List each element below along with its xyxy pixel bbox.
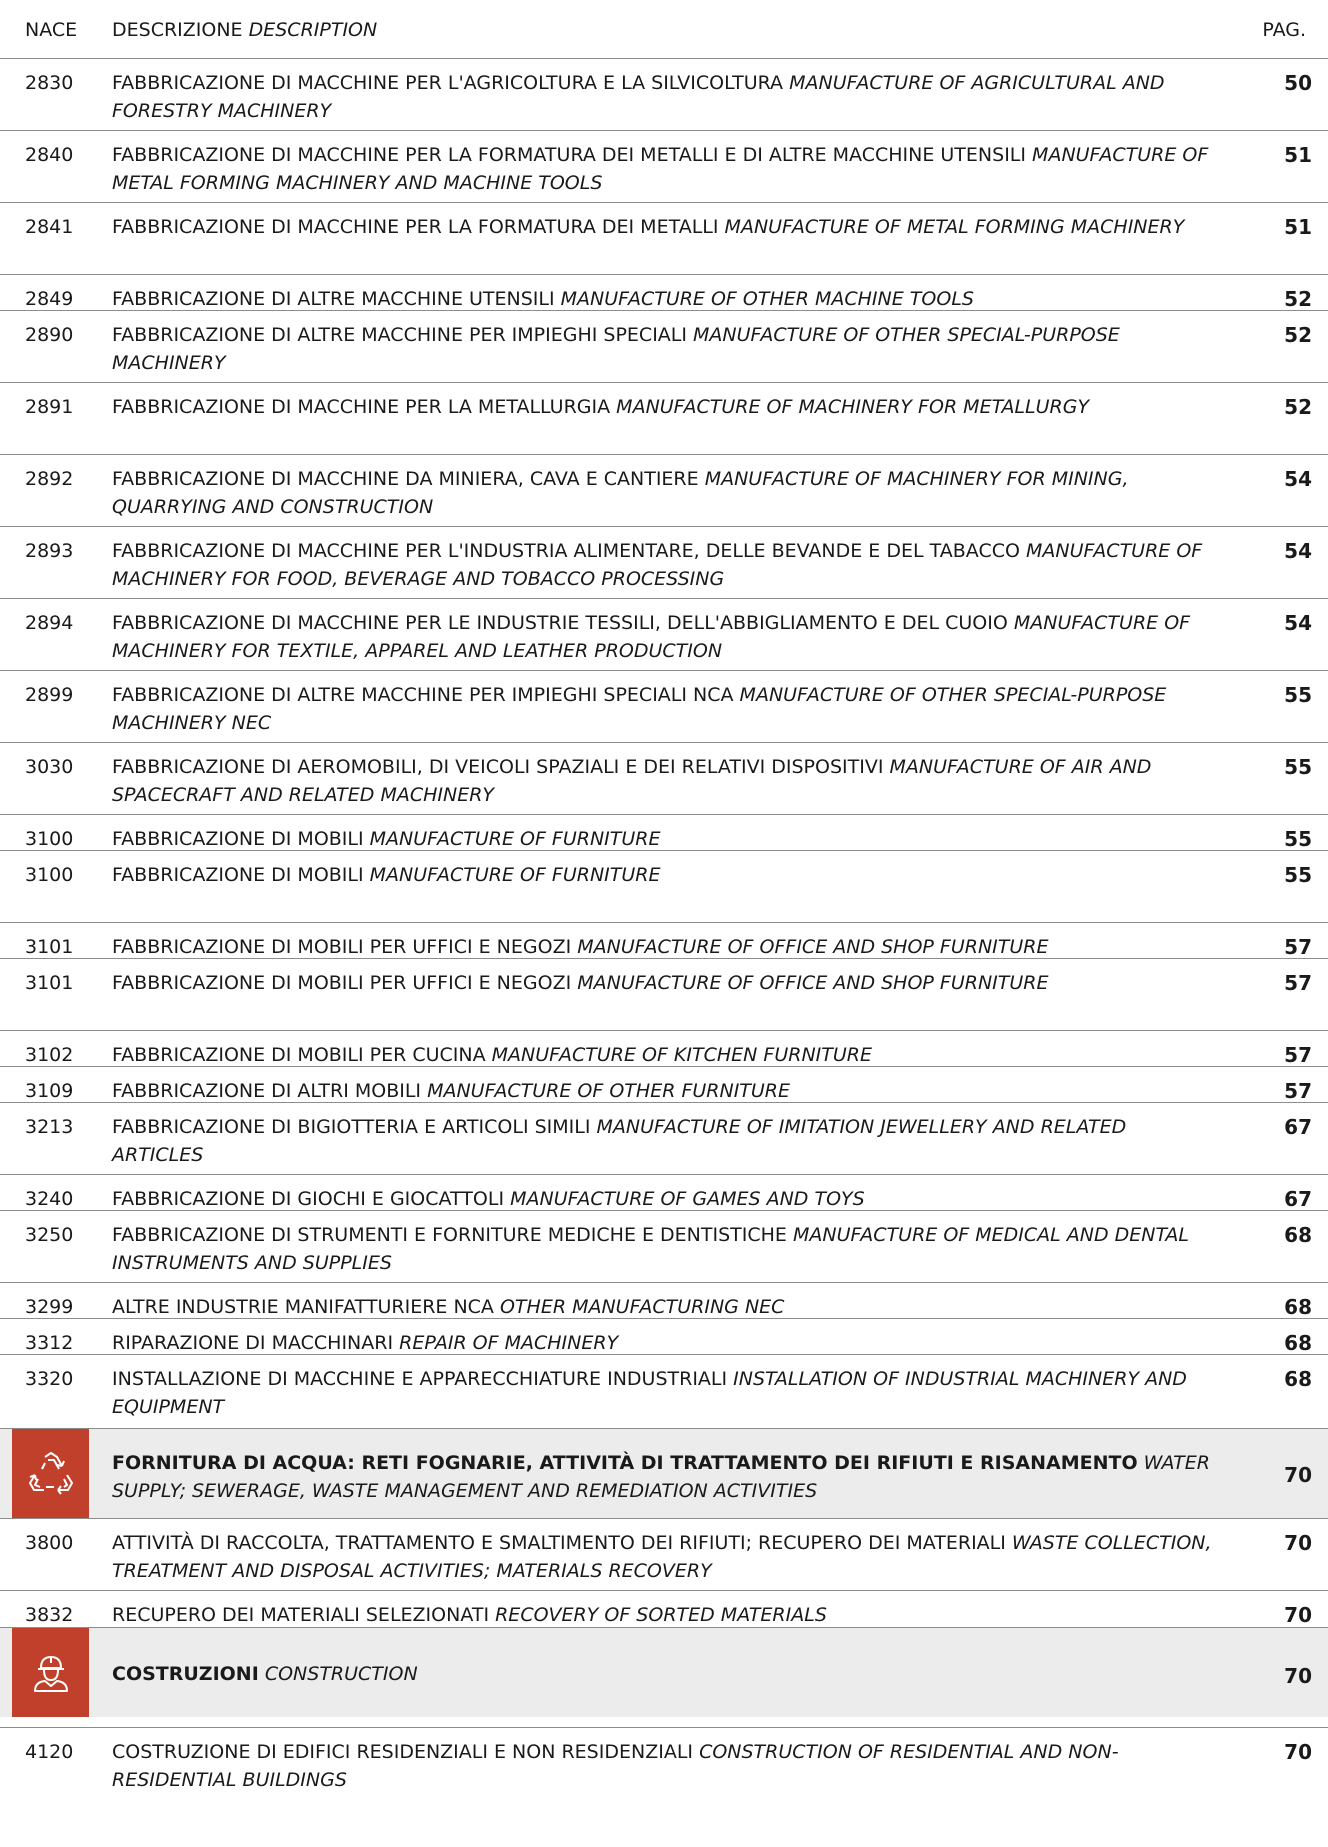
nace-code: 2840 [25, 144, 74, 166]
nace-code: 2892 [25, 468, 74, 490]
description-en: MANUFACTURE OF METAL FORMING MACHINERY AND MACHINE TOOLS [112, 144, 1209, 194]
row-description [112, 681, 1222, 737]
description-it: FABBRICAZIONE DI ALTRE MACCHINE PER IMPIEGHI SPECIALI [112, 324, 687, 346]
description-en: MANUFACTURE OF MACHINERY FOR FOOD, BEVERAGE AND TOBACCO PROCESSING [112, 540, 1203, 590]
description-it: FABBRICAZIONE DI STRUMENTI E FORNITURE MEDICHE E DENTISTICHE [112, 1224, 787, 1246]
row-description [112, 933, 1222, 961]
row-description [112, 969, 1222, 997]
table-header [0, 0, 1328, 58]
table-row [0, 202, 1328, 259]
nace-code: 4120 [25, 1741, 74, 1763]
table-row [0, 670, 1328, 737]
description-it: FABBRICAZIONE DI AEROMOBILI, DI VEICOLI SPAZIALI E DEI RELATIVI DISPOSITIVI [112, 756, 884, 778]
description-en: REPAIR OF MACHINERY [399, 1332, 619, 1354]
description-it: ALTRE INDUSTRIE MANIFATTURIERE NCA [112, 1296, 494, 1318]
table-row [0, 274, 1328, 311]
nace-code: 2891 [25, 396, 74, 418]
row-description [112, 285, 1222, 313]
description-it: FABBRICAZIONE DI ALTRE MACCHINE PER IMPIEGHI SPECIALI NCA [112, 684, 734, 706]
nace-code: 2830 [25, 72, 74, 94]
row-description [112, 753, 1222, 809]
description-en: MANUFACTURE OF FURNITURE [369, 864, 661, 886]
table-row [0, 742, 1328, 809]
page-number: 68 [1284, 1331, 1312, 1355]
description-en: MANUFACTURE OF MEDICAL AND DENTAL INSTRUMENTS AND SUPPLIES [112, 1224, 1189, 1274]
page-column-label: PAG. [1262, 19, 1306, 41]
nace-code: 3100 [25, 828, 74, 850]
row-description [112, 465, 1222, 521]
description-it: FABBRICAZIONE DI MACCHINE PER LA FORMATURA DEI METALLI E DI ALTRE MACCHINE UTENSILI [112, 144, 1026, 166]
description-en: MANUFACTURE OF MACHINERY FOR TEXTILE, APPAREL AND LEATHER PRODUCTION [112, 612, 1191, 662]
description-en: MANUFACTURE OF METAL FORMING MACHINERY [724, 216, 1185, 238]
recycle-icon [12, 1429, 89, 1519]
page-number: 70 [1284, 1603, 1312, 1627]
row-description [112, 1293, 1222, 1321]
nace-code: 3109 [25, 1080, 74, 1102]
section-header-construction [0, 1627, 1328, 1717]
page-number: 68 [1284, 1367, 1312, 1391]
page-number: 57 [1284, 1079, 1312, 1103]
row-description [112, 1041, 1222, 1069]
description-it: FABBRICAZIONE DI MOBILI PER CUCINA [112, 1044, 486, 1066]
table-row [0, 598, 1328, 665]
nace-code: 3100 [25, 864, 74, 886]
table-row [0, 130, 1328, 194]
description-column-label [112, 18, 377, 42]
page-number: 55 [1284, 755, 1312, 779]
table-row [0, 1590, 1328, 1627]
hardhat-worker-icon [12, 1628, 89, 1717]
description-en: MANUFACTURE OF OTHER FURNITURE [427, 1080, 791, 1102]
row-description [112, 1077, 1222, 1105]
row-description [112, 1738, 1222, 1794]
row-description [112, 1329, 1222, 1357]
section-page-number: 70 [1284, 1463, 1312, 1487]
nace-column-label: NACE [25, 19, 78, 41]
table-row [0, 1210, 1328, 1277]
page-number: 57 [1284, 935, 1312, 959]
section-title-it: COSTRUZIONI [112, 1663, 259, 1685]
row-description [112, 1221, 1222, 1277]
description-it: FABBRICAZIONE DI ALTRE MACCHINE UTENSILI [112, 288, 555, 310]
description-en: MANUFACTURE OF OFFICE AND SHOP FURNITURE [577, 972, 1049, 994]
page-number: 52 [1284, 323, 1312, 347]
table-row [0, 1318, 1328, 1355]
page-number: 54 [1284, 539, 1312, 563]
description-en: MANUFACTURE OF MACHINERY FOR METALLURGY [616, 396, 1090, 418]
description-en: MANUFACTURE OF MACHINERY FOR MINING, QUARRYING AND CONSTRUCTION [112, 468, 1129, 518]
row-description [112, 1185, 1222, 1213]
table-row [0, 310, 1328, 377]
table-row [0, 958, 1328, 1025]
table-row [0, 1727, 1328, 1794]
nace-code: 3832 [25, 1604, 74, 1626]
description-en: INSTALLATION OF INDUSTRIAL MACHINERY AND EQUIPMENT [112, 1368, 1187, 1418]
table-row [0, 382, 1328, 449]
section-title [112, 1449, 1222, 1505]
nace-code: 2849 [25, 288, 74, 310]
nace-code: 3102 [25, 1044, 74, 1066]
nace-code: 3800 [25, 1532, 74, 1554]
row-description [112, 393, 1222, 421]
row-description [112, 213, 1222, 241]
description-en: MANUFACTURE OF AIR AND SPACECRAFT AND RELATED MACHINERY [112, 756, 1152, 806]
description-en: OTHER MANUFACTURING NEC [499, 1296, 785, 1318]
nace-code: 3299 [25, 1296, 74, 1318]
section-title-it: FORNITURA DI ACQUA: RETI FOGNARIE, ATTIVITÀ DI TRATTAMENTO DEI RIFIUTI E RISANAMENTO [112, 1452, 1138, 1474]
page-number: 50 [1284, 71, 1312, 95]
page-number: 55 [1284, 827, 1312, 851]
table-row [0, 1030, 1328, 1067]
description-en: MANUFACTURE OF FURNITURE [369, 828, 661, 850]
nace-code: 3320 [25, 1368, 74, 1390]
page-number: 70 [1284, 1531, 1312, 1555]
description-en: MANUFACTURE OF KITCHEN FURNITURE [491, 1044, 872, 1066]
description-en: MANUFACTURE OF OTHER SPECIAL-PURPOSE MACHINERY [112, 324, 1120, 374]
page-number: 57 [1284, 1043, 1312, 1067]
page-number: 54 [1284, 467, 1312, 491]
page-number: 67 [1284, 1115, 1312, 1139]
row-description [112, 609, 1222, 665]
description-it: FABBRICAZIONE DI MOBILI PER UFFICI E NEGOZI [112, 936, 572, 958]
table-row [0, 1102, 1328, 1169]
page-number: 57 [1284, 971, 1312, 995]
page-number: 70 [1284, 1740, 1312, 1764]
table-row [0, 526, 1328, 593]
description-it: INSTALLAZIONE DI MACCHINE E APPARECCHIATURE INDUSTRIALI [112, 1368, 728, 1390]
description-en: WASTE COLLECTION, TREATMENT AND DISPOSAL ACTIVITIES; MATERIALS RECOVERY [112, 1532, 1212, 1582]
row-description [112, 825, 1222, 853]
page-number: 51 [1284, 143, 1312, 167]
row-description [112, 537, 1222, 593]
description-it: FABBRICAZIONE DI MACCHINE DA MINIERA, CAVA E CANTIERE [112, 468, 699, 490]
description-it: FABBRICAZIONE DI MOBILI PER UFFICI E NEGOZI [112, 972, 572, 994]
table-row [0, 1282, 1328, 1319]
description-en: MANUFACTURE OF GAMES AND TOYS [510, 1188, 865, 1210]
row-description [112, 141, 1222, 197]
description-en: MANUFACTURE OF IMITATION JEWELLERY AND RELATED ARTICLES [112, 1116, 1127, 1166]
description-it: FABBRICAZIONE DI BIGIOTTERIA E ARTICOLI SIMILI [112, 1116, 591, 1138]
description-it: FABBRICAZIONE DI MACCHINE PER L'AGRICOLTURA E LA SILVICOLTURA [112, 72, 784, 94]
page-number: 52 [1284, 287, 1312, 311]
table-row [0, 1518, 1328, 1585]
description-en: MANUFACTURE OF AGRICULTURAL AND FORESTRY MACHINERY [112, 72, 1165, 122]
page-number: 54 [1284, 611, 1312, 635]
nace-code: 3250 [25, 1224, 74, 1246]
section-page-number: 70 [1284, 1664, 1312, 1688]
row-description [112, 1113, 1222, 1169]
row-description [112, 1529, 1222, 1585]
description-label-en: DESCRIPTION [248, 19, 378, 41]
section-header-water [0, 1428, 1328, 1519]
table-row [0, 58, 1328, 122]
nace-code: 3213 [25, 1116, 74, 1138]
table-row [0, 922, 1328, 959]
nace-code: 3101 [25, 972, 74, 994]
section-title [112, 1660, 1222, 1688]
table-row [0, 1066, 1328, 1103]
row-description [112, 321, 1222, 377]
table-row [0, 1174, 1328, 1211]
page-number: 68 [1284, 1295, 1312, 1319]
page-number: 52 [1284, 395, 1312, 419]
nace-code: 3101 [25, 936, 74, 958]
table-row [0, 850, 1328, 917]
nace-code: 2841 [25, 216, 74, 238]
description-it: FABBRICAZIONE DI GIOCHI E GIOCATTOLI [112, 1188, 505, 1210]
description-it: ATTIVITÀ DI RACCOLTA, TRATTAMENTO E SMALTIMENTO DEI RIFIUTI; RECUPERO DEI MATERIALI [112, 1532, 1006, 1554]
page-number: 68 [1284, 1223, 1312, 1247]
description-it: FABBRICAZIONE DI MACCHINE PER LA METALLURGIA [112, 396, 611, 418]
table-row [0, 1354, 1328, 1421]
description-en: MANUFACTURE OF OTHER MACHINE TOOLS [560, 288, 974, 310]
nace-code: 2899 [25, 684, 74, 706]
nace-code: 3030 [25, 756, 74, 778]
description-label-it: DESCRIZIONE [112, 19, 243, 41]
page-number: 67 [1284, 1187, 1312, 1211]
description-it: RECUPERO DEI MATERIALI SELEZIONATI [112, 1604, 490, 1626]
description-it: FABBRICAZIONE DI MACCHINE PER L'INDUSTRIA ALIMENTARE, DELLE BEVANDE E DEL TABACCO [112, 540, 1020, 562]
description-en: MANUFACTURE OF OFFICE AND SHOP FURNITURE [577, 936, 1049, 958]
nace-code: 2894 [25, 612, 74, 634]
description-it: COSTRUZIONE DI EDIFICI RESIDENZIALI E NON RESIDENZIALI [112, 1741, 694, 1763]
table-row [0, 454, 1328, 521]
section-title-en: WATER SUPPLY; SEWERAGE, WASTE MANAGEMENT AND REMEDIATION ACTIVITIES [112, 1452, 1210, 1502]
page-number: 55 [1284, 863, 1312, 887]
description-it: FABBRICAZIONE DI ALTRI MOBILI [112, 1080, 422, 1102]
nace-code: 3312 [25, 1332, 74, 1354]
nace-code: 3240 [25, 1188, 74, 1210]
description-it: FABBRICAZIONE DI MACCHINE PER LA FORMATURA DEI METALLI [112, 216, 719, 238]
description-it: RIPARAZIONE DI MACCHINARI [112, 1332, 394, 1354]
description-en: CONSTRUCTION OF RESIDENTIAL AND NON-RESIDENTIAL BUILDINGS [112, 1741, 1119, 1791]
row-description [112, 1365, 1222, 1421]
page-number: 55 [1284, 683, 1312, 707]
description-it: FABBRICAZIONE DI MOBILI [112, 864, 364, 886]
description-it: FABBRICAZIONE DI MOBILI [112, 828, 364, 850]
page-number: 51 [1284, 215, 1312, 239]
row-description [112, 1601, 1222, 1629]
nace-code: 2890 [25, 324, 74, 346]
description-it: FABBRICAZIONE DI MACCHINE PER LE INDUSTRIE TESSILI, DELL'ABBIGLIAMENTO E DEL CUOIO [112, 612, 1008, 634]
nace-code: 2893 [25, 540, 74, 562]
description-en: RECOVERY OF SORTED MATERIALS [495, 1604, 827, 1626]
table-row [0, 814, 1328, 851]
row-description [112, 69, 1222, 125]
row-description [112, 861, 1222, 889]
section-title-en: CONSTRUCTION [264, 1663, 418, 1685]
description-en: MANUFACTURE OF OTHER SPECIAL-PURPOSE MACHINERY NEC [112, 684, 1167, 734]
